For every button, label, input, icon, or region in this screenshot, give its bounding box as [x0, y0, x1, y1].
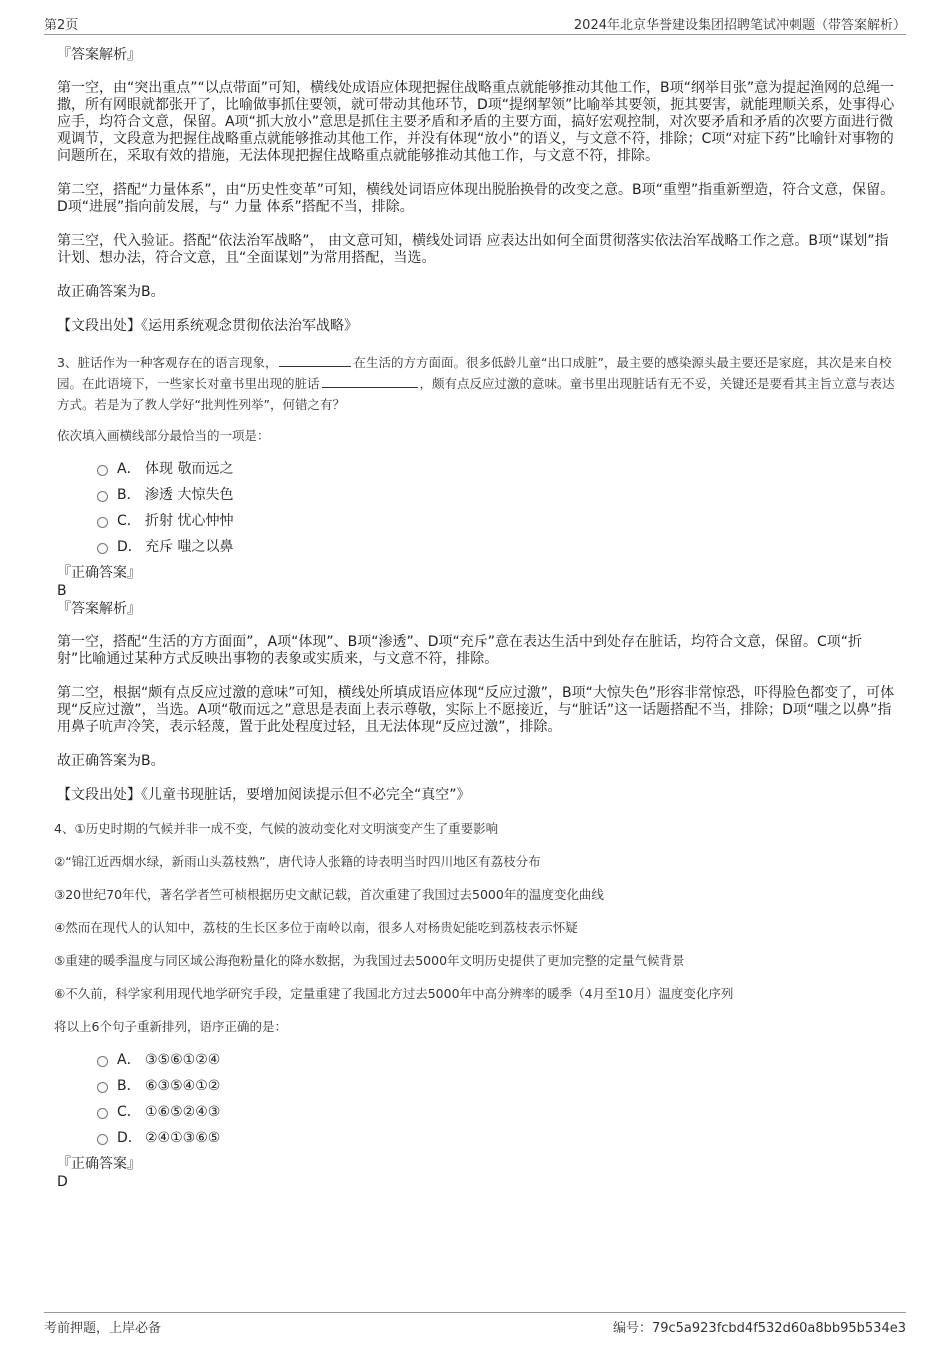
option-b[interactable]: B． 渗透 大惊失色	[57, 482, 895, 508]
option-a[interactable]: A． ③⑤⑥①②④	[57, 1047, 895, 1073]
radio-icon[interactable]	[97, 1134, 108, 1145]
correct-answer-label: 『正确答案』	[57, 1156, 141, 1172]
analysis-paragraph-2: 第二空，搭配“力量体系”，由“历史性变革”可知，横线处词语应体现出脱胎换骨的改变之意。B项“重塑”指重新塑造，符合文意，保留。D项“进展”指向前发展，与“ 力量 体系”搭配不当，排除。	[57, 182, 895, 215]
analysis-label: 『答案解析』	[57, 47, 141, 63]
page-footer	[44, 1312, 906, 1337]
option-d[interactable]: D． ②④①③⑥⑤	[57, 1125, 895, 1151]
analysis-conclusion: 故正确答案为B。	[57, 284, 165, 300]
correct-answer: D	[57, 1174, 68, 1190]
option-c[interactable]: C． 折射 忧心忡忡	[57, 508, 895, 534]
document-title: 2024年北京华誉建设集团招聘笔试冲刺题（带答案解析）	[573, 18, 906, 33]
option-c[interactable]: C． ①⑥⑤②④③	[57, 1099, 895, 1125]
option-d[interactable]: D． 充斥 嗤之以鼻	[57, 534, 895, 560]
question-3-stem: 3、脏话作为一种客观存在的语言现象， 在生活的方方面面。很多低龄儿童“出口成脏”，最主要的感染源头最主要还是家庭，其次是来自校园。在此语境下，一些家长对童书里出现的脏话 ，颇有点反应过激的意味。童书里出现脏话有无不妥，关键还是要看其主旨立意与表达方式。若是为了教人学好“批判性列举”，何错之有？	[57, 355, 895, 412]
option-list	[57, 456, 895, 560]
correct-answer-label: 『正确答案』	[57, 565, 141, 581]
analysis-paragraph-1: 第一空，搭配“生活的方方面面”，A项“体现”、B项“渗透”、D项“充斥”意在表达生活中到处存在脏话，均符合文意，保留。C项“折射”比喻通过某种方式反映出事物的表象或实质来，与文意不符，排除。	[57, 634, 863, 667]
radio-icon[interactable]	[97, 1082, 108, 1093]
question-4-sentence-2: ②“锦江近西烟水绿，新雨山头荔枝熟”，唐代诗人张籍的诗表明当时四川地区有荔枝分布	[54, 854, 541, 869]
analysis-label: 『答案解析』	[57, 601, 141, 617]
page-content	[54, 46, 895, 1191]
radio-icon[interactable]	[97, 491, 108, 502]
radio-icon[interactable]	[97, 543, 108, 554]
question-4-sentence-3: ③20世纪70年代，著名学者竺可桢根据历史文献记载，首次重建了我国过去5000年的温度变化曲线	[54, 887, 604, 902]
analysis-paragraph-1: 第一空，由“突出重点”“以点带面”可知，横线处成语应体现把握住战略重点就能够推动其他工作，B项“纲举目张”意为提起渔网的总绳一撒，所有网眼就都张开了，比喻做事抓住要领，就可带动其他环节，D项“提纲挈领”比喻举其要领，扼其要害，就能理顺关系，处事得心应手，均符合文意，保留。A项“抓大放小”意思是抓住主要矛盾和矛盾的主要方面，搞好宏观控制，对次要矛盾和矛盾的次要方面进行微观调节，文段意为把握住战略重点就能够推动其他工作，并没有体现“放小”的语义，与文意不符，排除；C项“对症下药”比喻针对事物的问题所在，采取有效的措施，无法体现把握住战略重点就能够推动其他工作，与文意不符，排除。	[57, 80, 895, 164]
source-citation: 【文段出处】《运用系统观念贯彻依法治军战略》	[57, 318, 358, 334]
source-citation: 【文段出处】《儿童书现脏话，要增加阅读提示但不必完全“真空”》	[57, 787, 471, 803]
option-b[interactable]: B． ⑥③⑤④①②	[57, 1073, 895, 1099]
radio-icon[interactable]	[97, 1056, 108, 1067]
page-number: 第2页	[44, 18, 79, 33]
radio-icon[interactable]	[97, 465, 108, 476]
question-4-sentence-6: ⑥不久前，科学家利用现代地学研究手段，定量重建了我国北方过去5000年中高分辨率的暖季（4月至10月）温度变化序列	[54, 986, 734, 1001]
question-prompt: 将以上6个句子重新排列，语序正确的是：	[54, 1019, 287, 1034]
question-number: 3、	[57, 355, 78, 370]
document-code: 编号：79c5a923fcbd4f532d60a8bb95b534e3	[612, 1321, 906, 1336]
footer-slogan: 考前押题，上岸必备	[44, 1321, 162, 1336]
question-prompt: 依次填入画横线部分最恰当的一项是：	[57, 428, 270, 443]
radio-icon[interactable]	[97, 1108, 108, 1119]
analysis-conclusion: 故正确答案为B。	[57, 753, 165, 769]
question-4-sentence-4: ④然而在现代人的认知中，荔枝的生长区多位于南岭以南，很多人对杨贵妃能吃到荔枝表示怀疑	[54, 920, 578, 935]
page-header	[44, 14, 906, 35]
fill-blank	[322, 375, 418, 388]
option-list	[57, 1047, 895, 1151]
analysis-paragraph-3: 第三空，代入验证。搭配“依法治军战略”， 由文意可知，横线处词语 应表达出如何全面贯彻落实依法治军战略工作之意。B项“谋划”指计划、想办法，符合文意，且“全面谋划”为常用搭配，当选。	[57, 233, 889, 266]
option-a[interactable]: A． 体现 敬而远之	[57, 456, 895, 482]
analysis-paragraph-2: 第二空，根据“颇有点反应过激的意味”可知，横线处所填成语应体现“反应过激”，B项“大惊失色”形容非常惊恐，吓得脸色都变了，可体现“反应过激”，当选。A项“敬而远之”意思是表面上表示尊敬，实际上不愿接近，与“脏话”这一话题搭配不当，排除；D项“嗤之以鼻”指用鼻子吭声冷笑，表示轻蔑，置于此处程度过轻，且无法体现“反应过激”，排除。	[57, 685, 895, 735]
question-4-sentence-1: 4、①历史时期的气候并非一成不变，气候的波动变化对文明演变产生了重要影响	[54, 821, 499, 836]
question-number: 4、	[54, 821, 75, 836]
question-4-sentence-5: ⑤重建的暖季温度与同区域公海孢粉量化的降水数据，为我国过去5000年文明历史提供了更加完整的定量气候背景	[54, 953, 685, 968]
correct-answer: B	[57, 583, 67, 599]
fill-blank	[279, 354, 351, 367]
radio-icon[interactable]	[97, 517, 108, 528]
